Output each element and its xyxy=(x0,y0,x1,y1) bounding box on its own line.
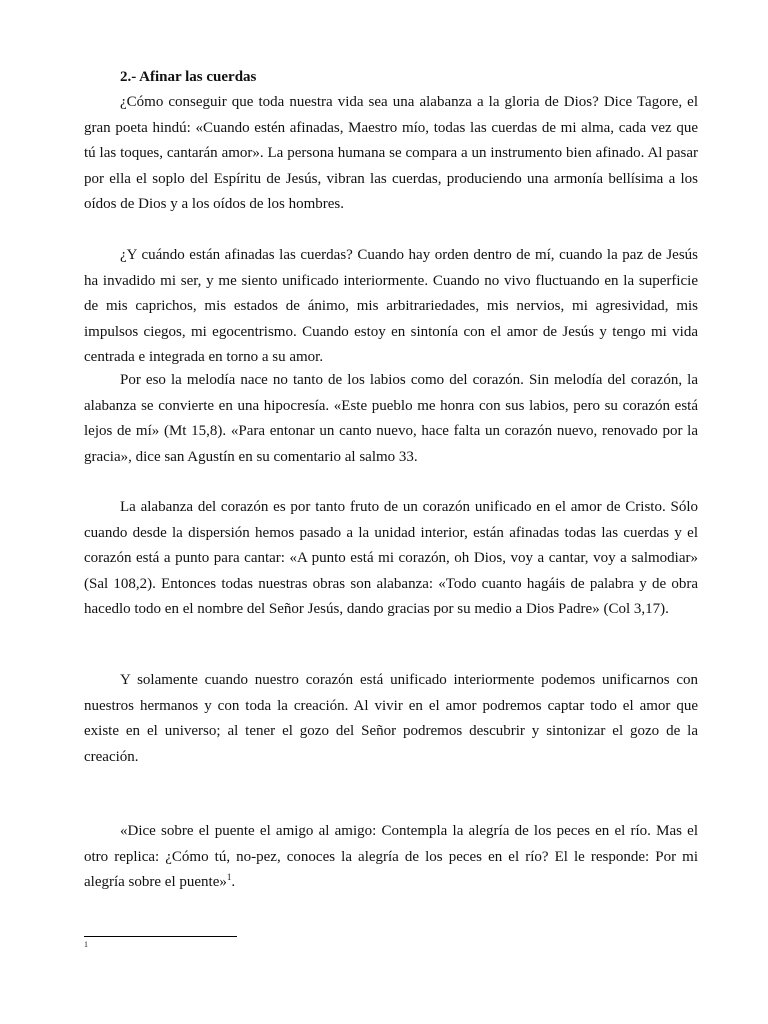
paragraph-6 xyxy=(84,819,698,896)
paragraph-6-block xyxy=(84,819,698,896)
paragraph-5: Y solamente cuando nuestro corazón está unificado interiormente podemos unificarnos con nuestros hermanos y con toda la creación. Al vivir en el amor podremos captar todo el amor que existe en el universo; al tener el gozo del Señor podremos descubrir y sintonizar el gozo de la creación. xyxy=(84,672,698,765)
footnote-marker: 1 xyxy=(84,940,88,949)
paragraph-1-block xyxy=(84,90,698,218)
paragraph-6-text: «Dice sobre el puente el amigo al amigo: Contempla la alegría de los peces en el río. Mas el otro replica: ¿Cómo tú, no-pez, conoces la alegría de los peces en el río? El le responde: Por mi alegría sobre el puente» xyxy=(84,823,698,891)
footnote-reference[interactable]: 1 xyxy=(226,872,232,883)
footnote-separator xyxy=(84,936,237,937)
paragraph-5-block xyxy=(84,668,698,770)
paragraph-3: Por eso la melodía nace no tanto de los labios como del corazón. Sin melodía del corazón, la alabanza se convierte en una hipocresía. «Este pueblo me honra con sus labios, pero su corazón está lejos de mí» (Mt 15,8). «Para entonar un canto nuevo, hace falta un corazón nuevo, renovado por la gracia», dice san Agustín en su comentario al salmo 33. xyxy=(84,372,698,465)
paragraph-4: La alabanza del corazón es por tanto fruto de un corazón unificado en el amor de Cristo. Sólo cuando desde la dispersión hemos pasado a la unidad interior, están afinadas todas las cuerdas y el corazón está a punto para cantar: «A punto está mi corazón, oh Dios, voy a cantar, voy a salmodiar» (Sal 108,2). Entonces todas nuestras obras son alabanza: «Todo cuanto hagáis de palabra y de obra hacedlo todo en el nombre del Señor Jesús, dando gracias por su medio a Dios Padre» (Col 3,17). xyxy=(84,499,698,618)
paragraph-4-block xyxy=(84,495,698,623)
paragraph-2: ¿Y cuándo están afinadas las cuerdas? Cuando hay orden dentro de mí, cuando la paz de Jesús ha invadido mi ser, y me siento unificado interiormente. Cuando no vivo fluctuando en la superficie de mis caprichos, mis estados de ánimo, mis arbitrariedades, mis nervios, mi agresividad, mis impulsos ciegos, mi egocentrismo. Cuando estoy en sintonía con el amor de Jesús y tengo mi vida centrada e integrada en torno a su amor. xyxy=(84,247,698,366)
paragraph-3-block xyxy=(84,368,698,470)
paragraph-6-end: . xyxy=(231,874,236,891)
paragraph-2-block xyxy=(84,243,698,371)
section-heading: 2.- Afinar las cuerdas xyxy=(120,69,257,85)
paragraph-1: ¿Cómo conseguir que toda nuestra vida sea una alabanza a la gloria de Dios? Dice Tagore, el gran poeta hindú: «Cuando estén afinadas, Maestro mío, todas las cuerdas de mi alma, cada vez que tú las toques, cantarán amor». La persona humana se compara a un instrumento bien afinado. Al pasar por ella el soplo del Espíritu de Jesús, vibran las cuerdas, produciendo una armonía bellísima a los oídos de Dios y a los oídos de los hombres. xyxy=(84,94,698,213)
